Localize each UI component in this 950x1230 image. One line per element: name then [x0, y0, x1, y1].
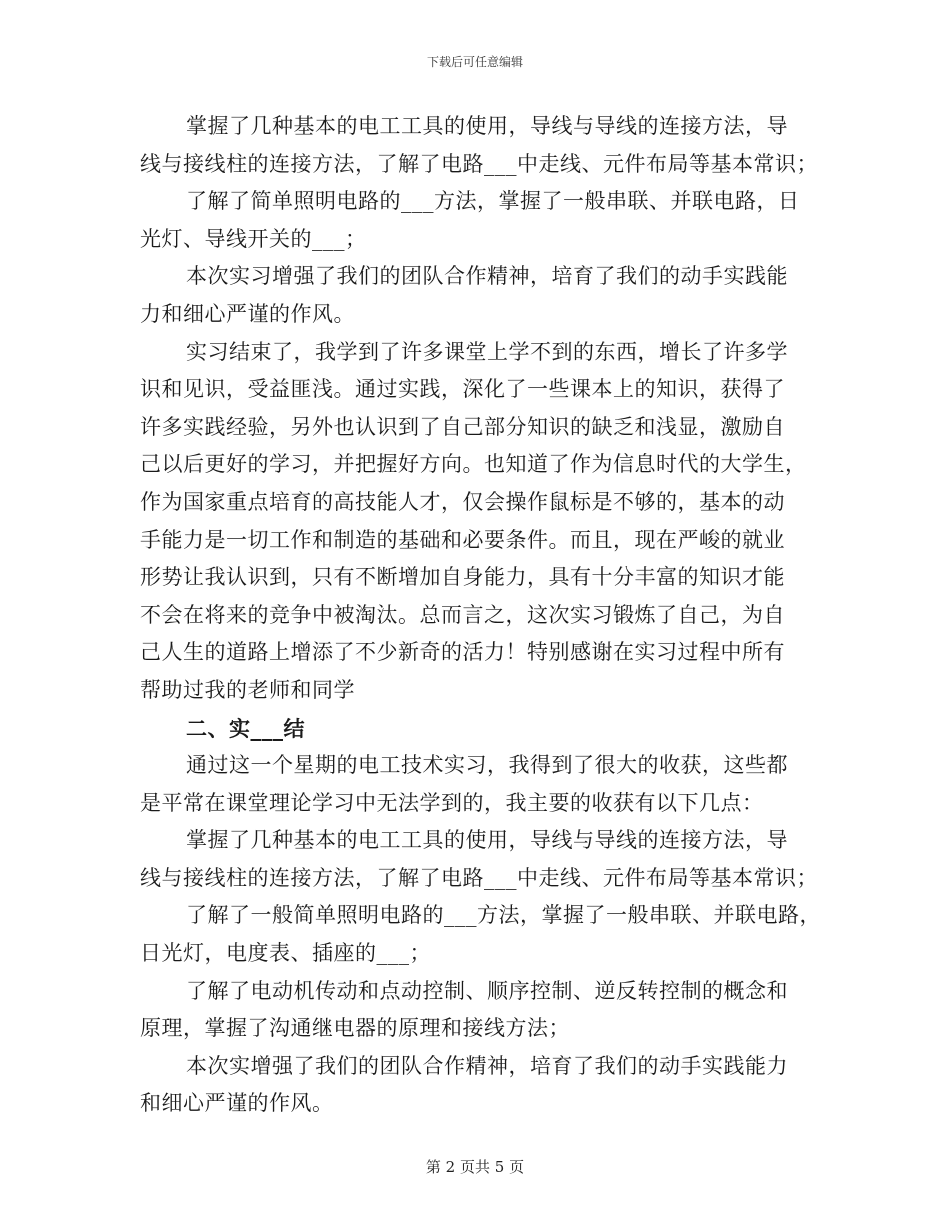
- paragraph-line: 线与接线柱的连接方法，了解了电路___中走线、元件布局等基本常识；: [140, 865, 818, 890]
- paragraph-line: 本次实增强了我们的团队合作精神，培育了我们的动手实践能力: [186, 1053, 788, 1078]
- paragraph-line: 了解了一般简单照明电路的___方法，掌握了一般串联、并联电路，: [186, 903, 821, 928]
- paragraph-line: 不会在将来的竞争中被淘汰。总而言之，这次实习锻炼了自己，为自: [140, 602, 785, 627]
- paragraph-line: 本次实习增强了我们的团队合作精神，培育了我们的动手实践能: [186, 264, 788, 289]
- paragraph-line: 形势让我认识到，只有不断增加自身能力，具有十分丰富的知识才能: [140, 565, 785, 590]
- section-heading: 二、实___结: [186, 715, 305, 741]
- paragraph-line: 许多实践经验，另外也认识到了自己部分知识的缺乏和浅显，激励自: [140, 414, 785, 439]
- paragraph-line: 己以后更好的学习，并把握好方向。也知道了作为信息时代的大学生，: [140, 452, 807, 477]
- paragraph-line: 手能力是一切工作和制造的基础和必要条件。而且，现在严峻的就业: [140, 527, 785, 552]
- page-header: 下载后可任意编辑: [426, 55, 523, 69]
- paragraph-line: 线与接线柱的连接方法，了解了电路___中走线、元件布局等基本常识；: [140, 151, 818, 176]
- paragraph-line: 掌握了几种基本的电工工具的使用，导线与导线的连接方法，导: [186, 828, 788, 853]
- page-footer: 第 2 页共 5 页: [425, 1158, 525, 1176]
- paragraph-line: 帮助过我的老师和同学: [140, 677, 355, 702]
- paragraph-line: 通过这一个星期的电工技术实习，我得到了很大的收获，这些都: [186, 753, 788, 778]
- paragraph-line: 掌握了几种基本的电工工具的使用，导线与导线的连接方法，导: [186, 114, 788, 138]
- paragraph-line: 己人生的道路上增添了不少新奇的活力！特别感谢在实习过程中所有: [140, 640, 785, 665]
- paragraph-line: 光灯、导线开关的___；: [140, 226, 367, 251]
- paragraph-line: 作为国家重点培育的高技能人才，仅会操作鼠标是不够的，基本的动: [140, 489, 785, 514]
- paragraph-line: 原理，掌握了沟通继电器的原理和接线方法；: [140, 1016, 570, 1041]
- paragraph-line: 识和见识，受益匪浅。通过实践，深化了一些课本上的知识，获得了: [140, 377, 785, 402]
- paragraph-line: 实习结束了，我学到了许多课堂上学不到的东西，增长了许多学: [186, 339, 788, 364]
- paragraph-line: 日光灯，电度表、插座的___；: [140, 941, 431, 966]
- paragraph-line: 和细心严谨的作风。: [140, 1091, 334, 1116]
- paragraph-line: 了解了简单照明电路的___方法，掌握了一般串联、并联电路，日: [186, 189, 800, 214]
- paragraph-line: 力和细心严谨的作风。: [140, 301, 355, 326]
- paragraph-line: 是平常在课堂理论学习中无法学到的，我主要的收获有以下几点：: [140, 790, 764, 815]
- paragraph-line: 了解了电动机传动和点动控制、顺序控制、逆反转控制的概念和: [186, 978, 788, 1003]
- document-body: [140, 108, 821, 1123]
